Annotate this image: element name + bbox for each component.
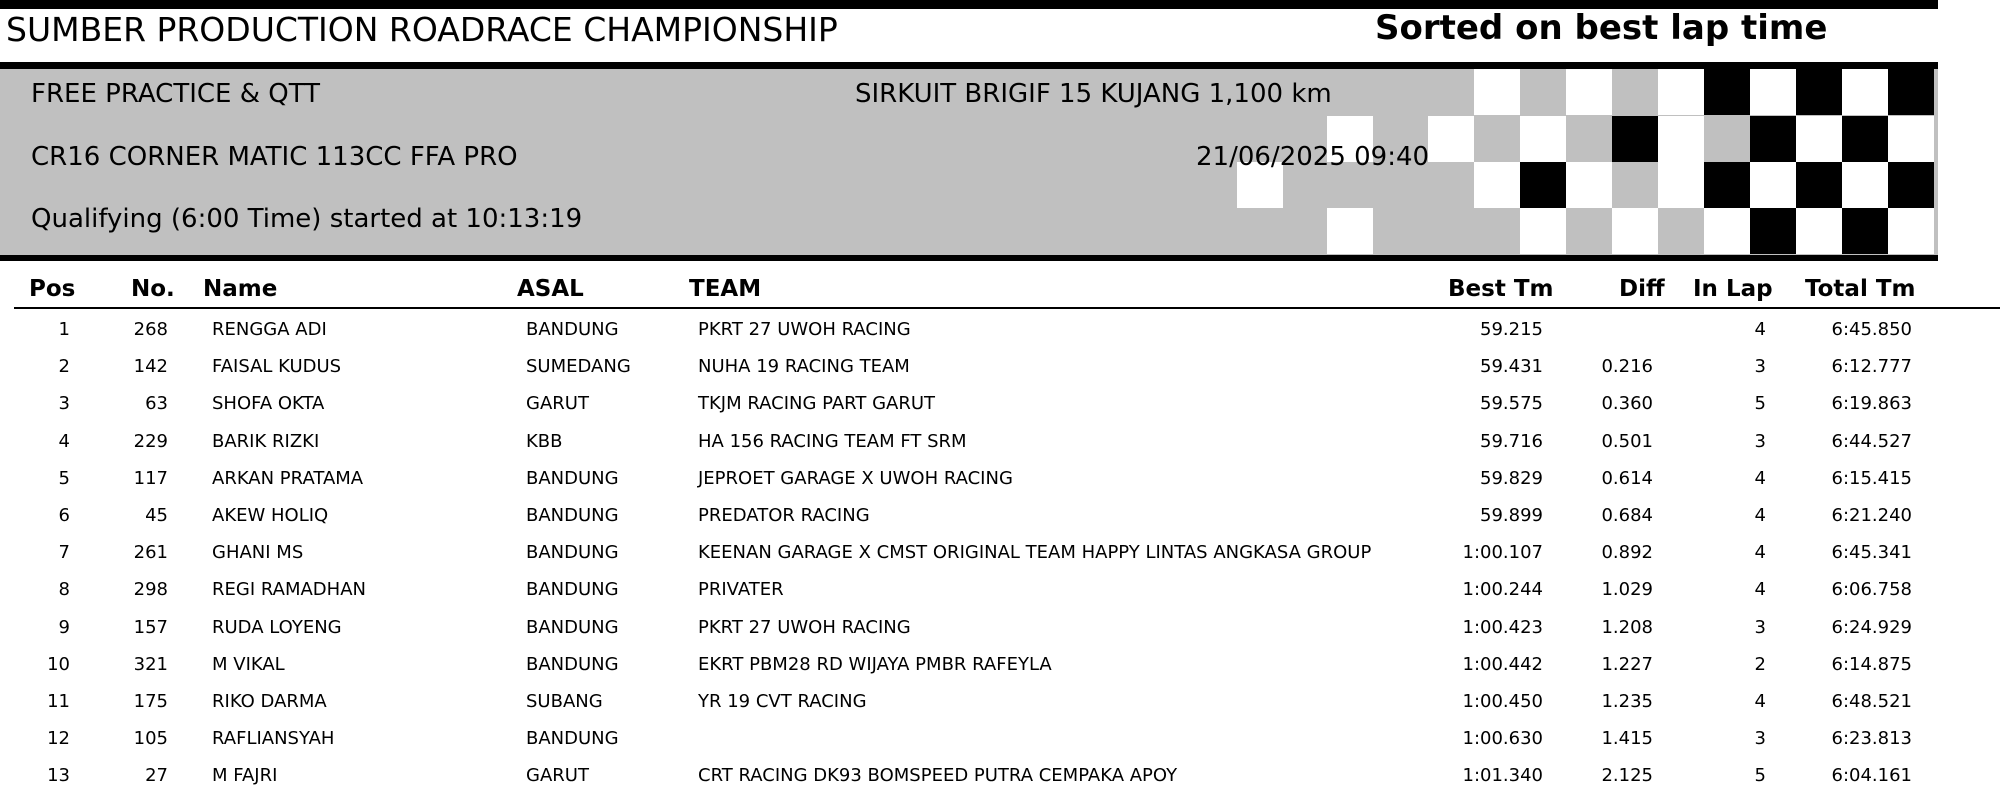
- cell-total: 6:21.240: [1831, 505, 1912, 526]
- table-row: [0, 579, 2000, 616]
- cell-total: 6:04.161: [1831, 765, 1912, 787]
- cell-total: 6:48.521: [1831, 691, 1912, 712]
- cell-asal: BANDUNG: [526, 616, 619, 638]
- cell-no: 45: [145, 505, 168, 526]
- cell-no: 117: [133, 467, 168, 489]
- flag-square: [1658, 208, 1704, 254]
- cell-diff: 1.235: [1601, 691, 1653, 712]
- flag-square: [1474, 162, 1520, 208]
- table-row: [0, 356, 2000, 393]
- table-row: [0, 468, 2000, 505]
- cell-no: 157: [133, 616, 168, 638]
- cell-name: SHOFA OKTA: [212, 393, 325, 415]
- table-row: [0, 728, 2000, 765]
- table-row: [0, 393, 2000, 430]
- cell-diff: 1.227: [1601, 653, 1653, 675]
- flag-square: [1842, 116, 1888, 162]
- flag-square: [1842, 162, 1888, 208]
- cell-asal: BANDUNG: [526, 542, 619, 564]
- flag-square: [1842, 69, 1888, 115]
- cell-asal: SUMEDANG: [526, 356, 631, 378]
- col-diff-header: Diff: [1619, 276, 1665, 302]
- cell-diff: 0.892: [1601, 542, 1653, 564]
- cell-diff: 0.216: [1601, 356, 1653, 378]
- cell-name: M VIKAL: [212, 653, 285, 675]
- cell-total: 6:23.813: [1831, 728, 1912, 750]
- flag-square: [1704, 116, 1750, 162]
- cell-total: 6:12.777: [1831, 356, 1912, 378]
- flag-square: [1750, 162, 1796, 208]
- flag-square: [1520, 208, 1566, 254]
- table-row: [0, 431, 2000, 468]
- session-panel: [0, 69, 1938, 255]
- cell-name: M FAJRI: [212, 765, 278, 787]
- cell-no: 261: [133, 542, 168, 564]
- col-asal-header: ASAL: [517, 276, 584, 302]
- cell-pos: 11: [47, 691, 70, 712]
- championship-title: SUMBER PRODUCTION ROADRACE CHAMPIONSHIP: [6, 10, 838, 49]
- flag-square: [1704, 208, 1750, 254]
- cell-best: 59.575: [1480, 393, 1543, 415]
- cell-name: AKEW HOLIQ: [212, 505, 329, 526]
- cell-name: RENGGA ADI: [212, 319, 327, 340]
- flag-square: [1750, 69, 1796, 115]
- cell-pos: 1: [58, 319, 70, 340]
- flag-square: [1474, 69, 1520, 115]
- flag-square: [1658, 69, 1704, 115]
- cell-diff: 2.125: [1601, 765, 1653, 787]
- cell-no: 105: [133, 728, 168, 750]
- cell-best: 59.431: [1480, 356, 1543, 378]
- cell-lap: 4: [1754, 467, 1766, 489]
- circuit-name: SIRKUIT BRIGIF 15 KUJANG 1,100 km: [855, 79, 1332, 109]
- cell-asal: BANDUNG: [526, 467, 619, 489]
- col-total-header: Total Tm: [1805, 276, 1916, 302]
- flag-square: [1327, 208, 1373, 254]
- cell-name: REGI RAMADHAN: [212, 579, 366, 601]
- cell-lap: 3: [1754, 728, 1766, 750]
- cell-diff: 0.360: [1601, 393, 1653, 415]
- cell-no: 268: [133, 319, 168, 340]
- cell-no: 142: [133, 356, 168, 378]
- col-name-header: Name: [203, 276, 278, 302]
- cell-lap: 3: [1754, 616, 1766, 638]
- qualifying-info: Qualifying (6:00 Time) started at 10:13:19: [31, 204, 583, 234]
- cell-best: 1:00.423: [1462, 616, 1543, 638]
- panel-rule: [0, 255, 1938, 261]
- col-best-header: Best Tm: [1448, 276, 1554, 302]
- cell-team: PREDATOR RACING: [698, 505, 870, 526]
- flag-square: [1796, 162, 1842, 208]
- cell-name: BARIK RIZKI: [212, 430, 320, 452]
- table-row: [0, 617, 2000, 654]
- cell-best: 1:00.107: [1462, 542, 1543, 564]
- cell-team: JEPROET GARAGE X UWOH RACING: [698, 467, 1013, 489]
- flag-square: [1796, 69, 1842, 115]
- table-row: [0, 505, 2000, 542]
- practice-label: FREE PRACTICE & QTT: [31, 79, 321, 109]
- session-datetime: 21/06/2025 09:40: [1196, 142, 1430, 172]
- flag-square: [1520, 116, 1566, 162]
- cell-asal: GARUT: [526, 393, 589, 415]
- flag-square: [1612, 116, 1658, 162]
- cell-best: 59.716: [1480, 430, 1543, 452]
- cell-pos: 6: [58, 505, 70, 526]
- cell-total: 6:19.863: [1831, 393, 1912, 415]
- cell-best: 1:01.340: [1462, 765, 1543, 787]
- col-no-header: No.: [131, 276, 175, 302]
- col-pos-header: Pos: [29, 276, 76, 302]
- cell-name: RAFLIANSYAH: [212, 728, 335, 750]
- cell-name: ARKAN PRATAMA: [212, 467, 364, 489]
- cell-name: FAISAL KUDUS: [212, 356, 342, 378]
- cell-no: 321: [133, 653, 168, 675]
- flag-square: [1428, 116, 1474, 162]
- cell-total: 6:44.527: [1831, 430, 1912, 452]
- flag-square: [1612, 69, 1658, 115]
- cell-best: 59.215: [1480, 319, 1543, 340]
- cell-pos: 9: [58, 616, 70, 638]
- header-underline: [14, 307, 2000, 309]
- cell-team: PKRT 27 UWOH RACING: [698, 616, 911, 638]
- cell-lap: 4: [1754, 319, 1766, 340]
- cell-pos: 2: [58, 356, 70, 378]
- table-row: [0, 654, 2000, 691]
- cell-asal: BANDUNG: [526, 579, 619, 601]
- cell-lap: 3: [1754, 430, 1766, 452]
- flag-square: [1750, 208, 1796, 254]
- cell-pos: 7: [58, 542, 70, 564]
- cell-team: NUHA 19 RACING TEAM: [698, 356, 910, 378]
- cell-asal: BANDUNG: [526, 319, 619, 340]
- flag-square: [1612, 162, 1658, 208]
- cell-total: 6:45.850: [1831, 319, 1912, 340]
- cell-lap: 4: [1754, 505, 1766, 526]
- flag-square: [1566, 69, 1612, 115]
- cell-lap: 3: [1754, 356, 1766, 378]
- cell-best: 1:00.442: [1462, 653, 1543, 675]
- cell-lap: 4: [1754, 691, 1766, 712]
- flag-square: [1520, 162, 1566, 208]
- cell-pos: 8: [58, 579, 70, 601]
- flag-square: [1796, 208, 1842, 254]
- flag-square: [1750, 116, 1796, 162]
- table-row: [0, 542, 2000, 579]
- class-name: CR16 CORNER MATIC 113CC FFA PRO: [31, 142, 518, 172]
- flag-square: [1612, 208, 1658, 254]
- cell-team: TKJM RACING PART GARUT: [698, 393, 936, 415]
- cell-asal: BANDUNG: [526, 653, 619, 675]
- cell-best: 1:00.244: [1462, 579, 1543, 601]
- cell-pos: 13: [47, 765, 70, 787]
- flag-square: [1704, 162, 1750, 208]
- cell-best: 59.899: [1480, 505, 1543, 526]
- sort-note: Sorted on best lap time: [1375, 8, 1828, 48]
- cell-team: KEENAN GARAGE X CMST ORIGINAL TEAM HAPPY LINTAS ANGKASA GROUP: [698, 542, 1372, 564]
- cell-lap: 4: [1754, 542, 1766, 564]
- flag-square: [1888, 162, 1934, 208]
- table-row: [0, 765, 2000, 802]
- cell-total: 6:15.415: [1831, 467, 1912, 489]
- cell-best: 1:00.630: [1462, 728, 1543, 750]
- cell-pos: 4: [58, 430, 70, 452]
- cell-asal: BANDUNG: [526, 505, 619, 526]
- cell-asal: KBB: [526, 430, 563, 452]
- cell-team: EKRT PBM28 RD WIJAYA PMBR RAFEYLA: [698, 653, 1052, 675]
- flag-square: [1566, 162, 1612, 208]
- table-row: [0, 319, 2000, 356]
- cell-name: GHANI MS: [212, 542, 304, 564]
- flag-square: [1888, 69, 1934, 115]
- cell-no: 27: [145, 765, 168, 787]
- cell-diff: 0.684: [1601, 505, 1653, 526]
- cell-pos: 10: [47, 653, 70, 675]
- flag-square: [1888, 116, 1934, 162]
- cell-no: 229: [133, 430, 168, 452]
- cell-name: RIKO DARMA: [212, 691, 327, 712]
- cell-lap: 5: [1754, 765, 1766, 787]
- cell-asal: GARUT: [526, 765, 589, 787]
- cell-diff: 0.614: [1601, 467, 1653, 489]
- header-rule: [0, 62, 1938, 69]
- cell-pos: 3: [58, 393, 70, 415]
- flag-square: [1796, 116, 1842, 162]
- cell-best: 1:00.450: [1462, 691, 1543, 712]
- cell-asal: BANDUNG: [526, 728, 619, 750]
- flag-square: [1474, 116, 1520, 162]
- cell-total: 6:45.341: [1831, 542, 1912, 564]
- cell-pos: 12: [47, 728, 70, 750]
- cell-team: YR 19 CVT RACING: [698, 691, 867, 712]
- col-lap-header: In Lap: [1693, 276, 1773, 302]
- cell-name: RUDA LOYENG: [212, 616, 342, 638]
- cell-team: PKRT 27 UWOH RACING: [698, 319, 911, 340]
- cell-total: 6:06.758: [1831, 579, 1912, 601]
- cell-diff: 1.415: [1601, 728, 1653, 750]
- cell-diff: 0.501: [1601, 430, 1653, 452]
- cell-total: 6:14.875: [1831, 653, 1912, 675]
- flag-square: [1658, 116, 1704, 162]
- cell-no: 298: [133, 579, 168, 601]
- flag-square: [1658, 162, 1704, 208]
- flag-square: [1888, 208, 1934, 254]
- cell-no: 175: [133, 691, 168, 712]
- cell-pos: 5: [58, 467, 70, 489]
- table-row: [0, 691, 2000, 728]
- flag-square: [1520, 69, 1566, 115]
- flag-square: [1566, 116, 1612, 162]
- cell-diff: 1.029: [1601, 579, 1653, 601]
- flag-square: [1842, 208, 1888, 254]
- cell-lap: 2: [1754, 653, 1766, 675]
- cell-team: PRIVATER: [698, 579, 784, 601]
- cell-diff: 1.208: [1601, 616, 1653, 638]
- cell-lap: 5: [1754, 393, 1766, 415]
- cell-asal: SUBANG: [526, 691, 603, 712]
- cell-lap: 4: [1754, 579, 1766, 601]
- cell-team: HA 156 RACING TEAM FT SRM: [698, 430, 967, 452]
- flag-square: [1704, 69, 1750, 115]
- cell-total: 6:24.929: [1831, 616, 1912, 638]
- col-team-header: TEAM: [689, 276, 762, 302]
- cell-best: 59.829: [1480, 467, 1543, 489]
- cell-team: CRT RACING DK93 BOMSPEED PUTRA CEMPAKA APOY: [698, 765, 1178, 787]
- cell-no: 63: [145, 393, 168, 415]
- flag-square: [1566, 208, 1612, 254]
